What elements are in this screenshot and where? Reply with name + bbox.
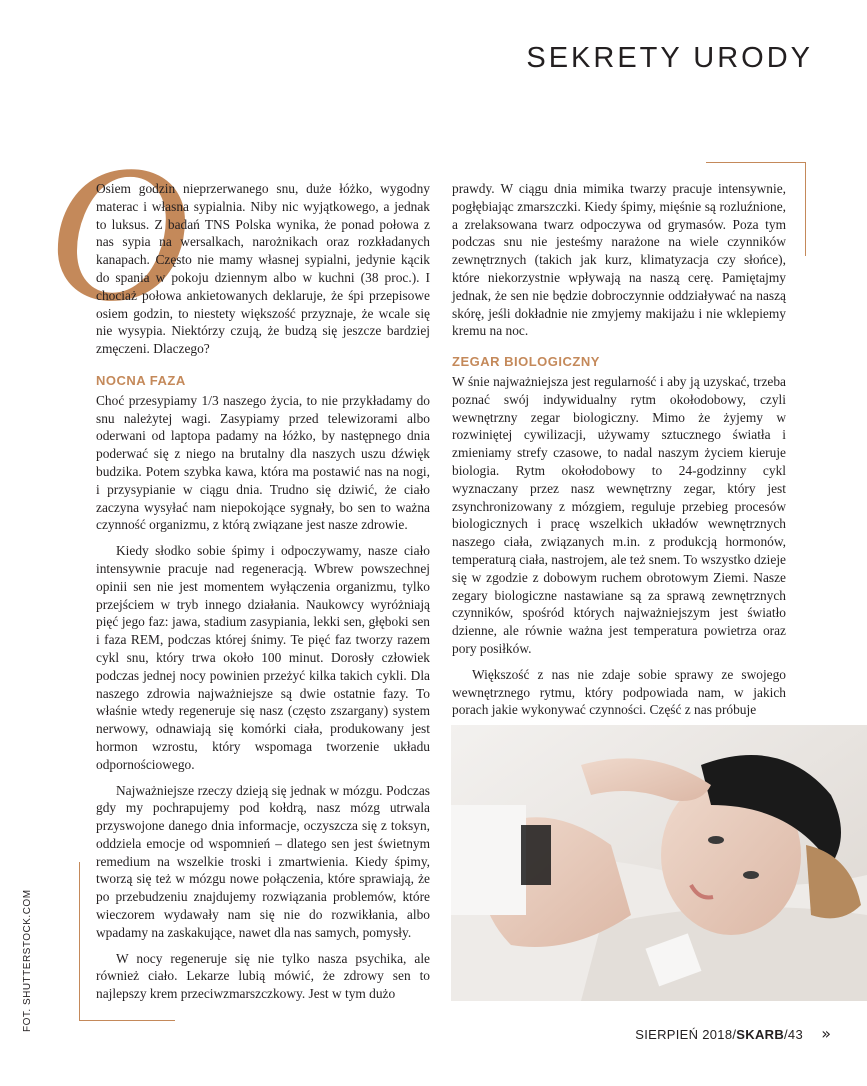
bottom-left-rule-vertical <box>79 862 80 1020</box>
paragraph: Najważniejsze rzeczy dzieją się jednak w mózgu. Podczas gdy my pochrapujemy pod kołdrą, nasz mózg utrwala przyswojone danego dnia informacje, oczyszcza się z toksyn, oddziela emocje od wspomnień – dlatego sen jest świetnym remedium na wszelkie troski i zmartwienia. Kiedy śpimy, tworzą się też w mózgu nowe połączenia, które sprawiają, że po przebudzeniu znajdujemy rozwiązania problemów, które wieczorem wydawały nam się nie do rozwikłania, albo wpadamy na zaskakujące, nawet dla nas samych, pomysły. <box>96 782 430 940</box>
subheading-zegar-biologiczny: ZEGAR BIOLOGICZNY <box>452 354 600 370</box>
photo-illustration <box>451 725 867 1001</box>
paragraph: W nocy regeneruje się nie tylko nasza psychika, ale również ciało. Lekarze lubią mówić, że zdrowy sen to najlepszy krem przeciwzmarszczkowy. Jest w tym dużo <box>96 950 430 1002</box>
top-right-rule-horizontal <box>706 162 806 163</box>
woman-sleeping-photo <box>451 725 867 1001</box>
paragraph: Większość z nas nie zdaje sobie sprawy ze swojego wewnętrznego rytmu, który podpowiada nam, w jakich porach jakie wykonywać czynności. Część z nas próbuje <box>452 666 786 718</box>
paragraph: Choć przesypiamy 1/3 naszego życia, to nie przykładamy do snu należytej wagi. Zasypiamy przed telewizorami albo oderwani od laptopa padamy na łóżko, by następnego dnia poderwać się z niego na brutalny dla naszych uszu dźwięk budzika. Potem szybka kawa, która ma postawić nas na nogi, i przysypianie w ciągu dnia. Trudno się dziwić, że ciało zaczyna wysyłać nam niepokojące sygnały, bo sen to ważna czynność organizmu, z którą związane jest nasze zdrowie. <box>96 392 430 533</box>
photo-credit: FOT. SHUTTERSTOCK.COM <box>22 889 33 1032</box>
drop-cap: O <box>48 125 190 342</box>
article-column-2 <box>452 180 786 719</box>
page-number: /43 <box>784 1027 803 1042</box>
magazine-name: SKARB <box>736 1027 785 1042</box>
bottom-left-rule-horizontal <box>79 1020 175 1021</box>
section-title: SEKRETY URODY <box>526 42 813 74</box>
paragraph: prawdy. W ciągu dnia mimika twarzy pracuje intensywnie, pogłębiając zmarszczki. Kiedy śpimy, mięśnie są rozluźnione, a zrelaksowana twarz odpoczywa od grymasów. Poza tym podczas snu nie jesteśmy narażone na wiele czynników zewnętrznych (takich jak kurz, klimatyzacja czy słońce), które niekorzystnie wpływają na naszą cerę. Pamiętajmy jednak, że sen nie będzie dobroczynnie oddziaływać na naszą skórę, jeśli dokładnie nie zmyjemy makijażu i nie wklepiemy kremu na noc. <box>452 181 786 339</box>
article-column-1 <box>96 180 430 1003</box>
issue-date: SIERPIEŃ 2018/ <box>635 1027 737 1042</box>
paragraph: Kiedy słodko sobie śpimy i odpoczywamy, nasze ciało intensywnie pracuje nad regeneracją. Wbrew powszechnej opinii sen nie jest momentem wyłączenia organizmu, tylko przejściem w tryb innego działania. Naukowcy wyróżniają pięć jego faz: jawa, stadium zasypiania, lekki sen, głęboki sen i faza REM, podczas której śnimy. Te pięć faz tworzy razem cykl snu, który trwa około 100 minut. Dorosły człowiek podczas jednej nocy powinien przeżyć kilka takich cykli. Dla naszego zdrowia najważniejsze są dwie ostatnie fazy. To właśnie wtedy regeneruje się nasz (często zszargany) system nerwowy, odnawiają się komórki ciała, produkowany jest hormon wzrostu, który wspomaga tworzenie układu odpornościowego. <box>96 543 430 772</box>
next-page-arrow-icon: » <box>821 1024 831 1043</box>
page-footer <box>635 1027 803 1042</box>
subheading-nocna-faza: NOCNA FAZA <box>96 372 186 388</box>
paragraph: W śnie najważniejsza jest regularność i aby ją uzyskać, trzeba poznać swój indywidualny rytm okołodobowy, czyli wewnętrzny zegar biologiczny. Mimo że żyjemy w rozwiniętej cywilizacji, używamy sztucznego światła i zmieniamy strefy czasowe, to nadal naszym życiem kieruje biologia. Rytm okołodobowy to 24-godzinny cykl wyznaczany przez nasz wewnętrzny zegar, który jest zsynchronizowany z mózgiem, reguluje przebieg procesów biologicznych i pracę wszelkich układów wewnętrznych naszego ciała, związanych m.in. z produkcją hormonów, temperaturą ciała, nastrojem, ale też snem. To wszystko dzieje się w zgodzie z dobowym ruchem obrotowym Ziemi. Nasze zegary biologiczne nastawiane są za sprawą zewnętrznych czynników, spośród których najważniejszym jest światło dzienne, ale równie ważna jest temperatura powietrza oraz pory posiłków. <box>452 373 786 656</box>
top-right-rule-vertical <box>805 162 806 256</box>
lead-paragraph: Osiem godzin nieprzerwanego snu, duże łóżko, wygodny materac i własna sypialnia. Niby nic wyjątkowego, a jednak to luksus. Z badań TNS Polska wynika, że ponad połowa z nas sypia na wersalkach, narożnikach oraz rozkładanych kanapach. Często nie mamy własnej sypialni, jedynie kącik do spania w pokoju dziennym albo w kuchni (38 proc.). I chociaż połowa ankietowanych deklaruje, że śpi przepisowe osiem godzin, to niestety większość przyznaje, że wcale się nie wysypia. Niektórzy czują, że budzą się jeszcze bardziej zmęczeni. Dlaczego? <box>96 181 430 357</box>
